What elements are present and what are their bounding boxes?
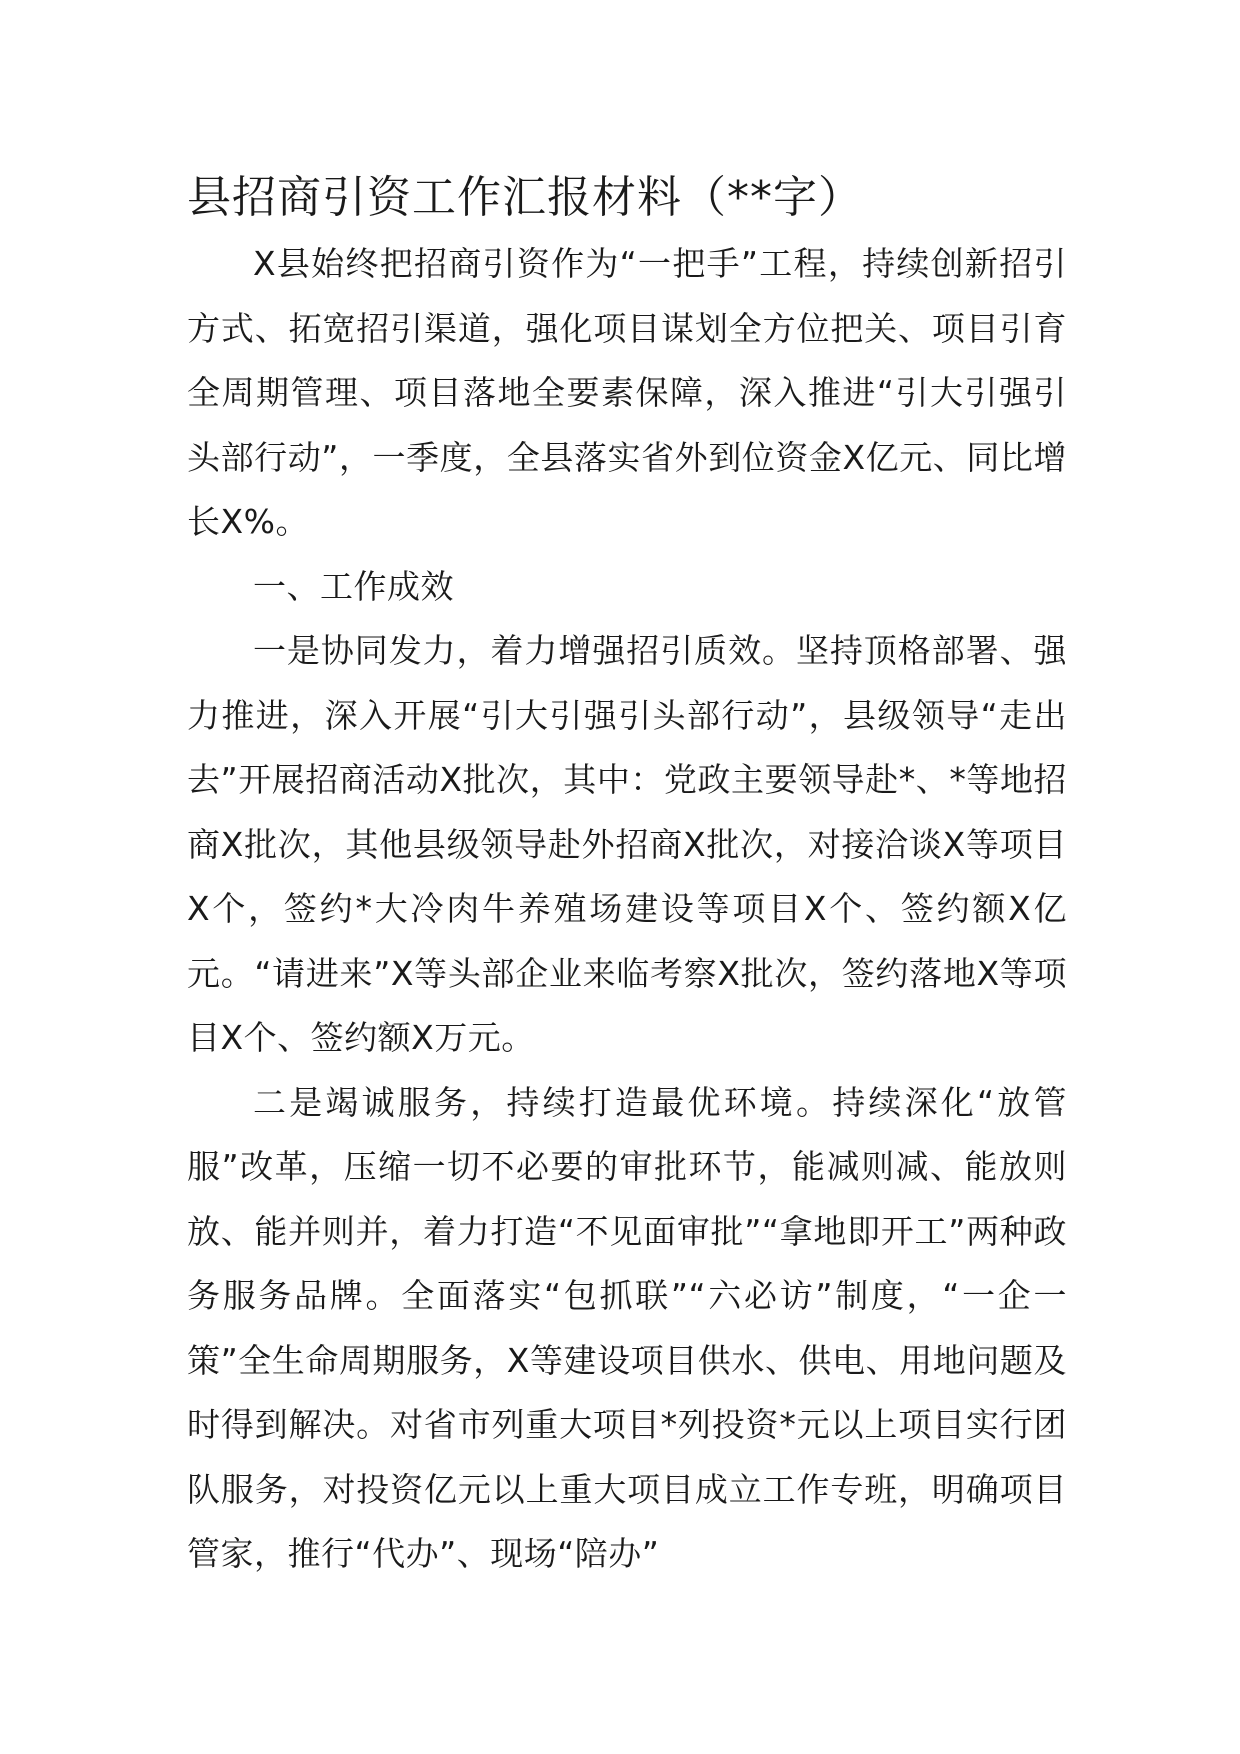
- section-heading: 一、工作成效: [253, 566, 454, 606]
- paragraph-collaboration: 一是协同发力，着力增强招引质效。坚持顶格部署、强力推进，深入开展“引大引强引头部行动”，县级领导“走出去”开展招商活动X批次，其中：党政主要领导赴*、*等地招商X批次，其他县级领导赴外招商X批次，对接洽谈X等项目X个，签约*大冷肉牛养殖场建设等项目X个、签约额X亿元。“请进来”X等头部企业来临考察X批次，签约落地X等项目X个、签约额X万元。: [187, 631, 1067, 1057]
- intro-paragraph: X县始终把招商引资作为“一把手”工程，持续创新招引方式、拓宽招引渠道，强化项目谋划全方位把关、项目引育全周期管理、项目落地全要素保障，深入推进“引大引强引头部行动”，一季度，全县落实省外到位资金X亿元、同比增长X%。: [187, 244, 1067, 541]
- paragraph-service: 二是竭诚服务，持续打造最优环境。持续深化“放管服”改革，压缩一切不必要的审批环节，能减则减、能放则放、能并则并，着力打造“不见面审批”“拿地即开工”两种政务服务品牌。全面落实“包抓联”“六必访”制度，“一企一策”全生命周期服务，X等建设项目供水、供电、用地问题及时得到解决。对省市列重大项目*列投资*元以上项目实行团队服务，对投资亿元以上重大项目成立工作专班，明确项目管家，推行“代办”、现场“陪办”: [187, 1082, 1067, 1573]
- document-title: 县招商引资工作汇报材料（**字）: [187, 172, 863, 223]
- document-body: [187, 166, 1067, 1587]
